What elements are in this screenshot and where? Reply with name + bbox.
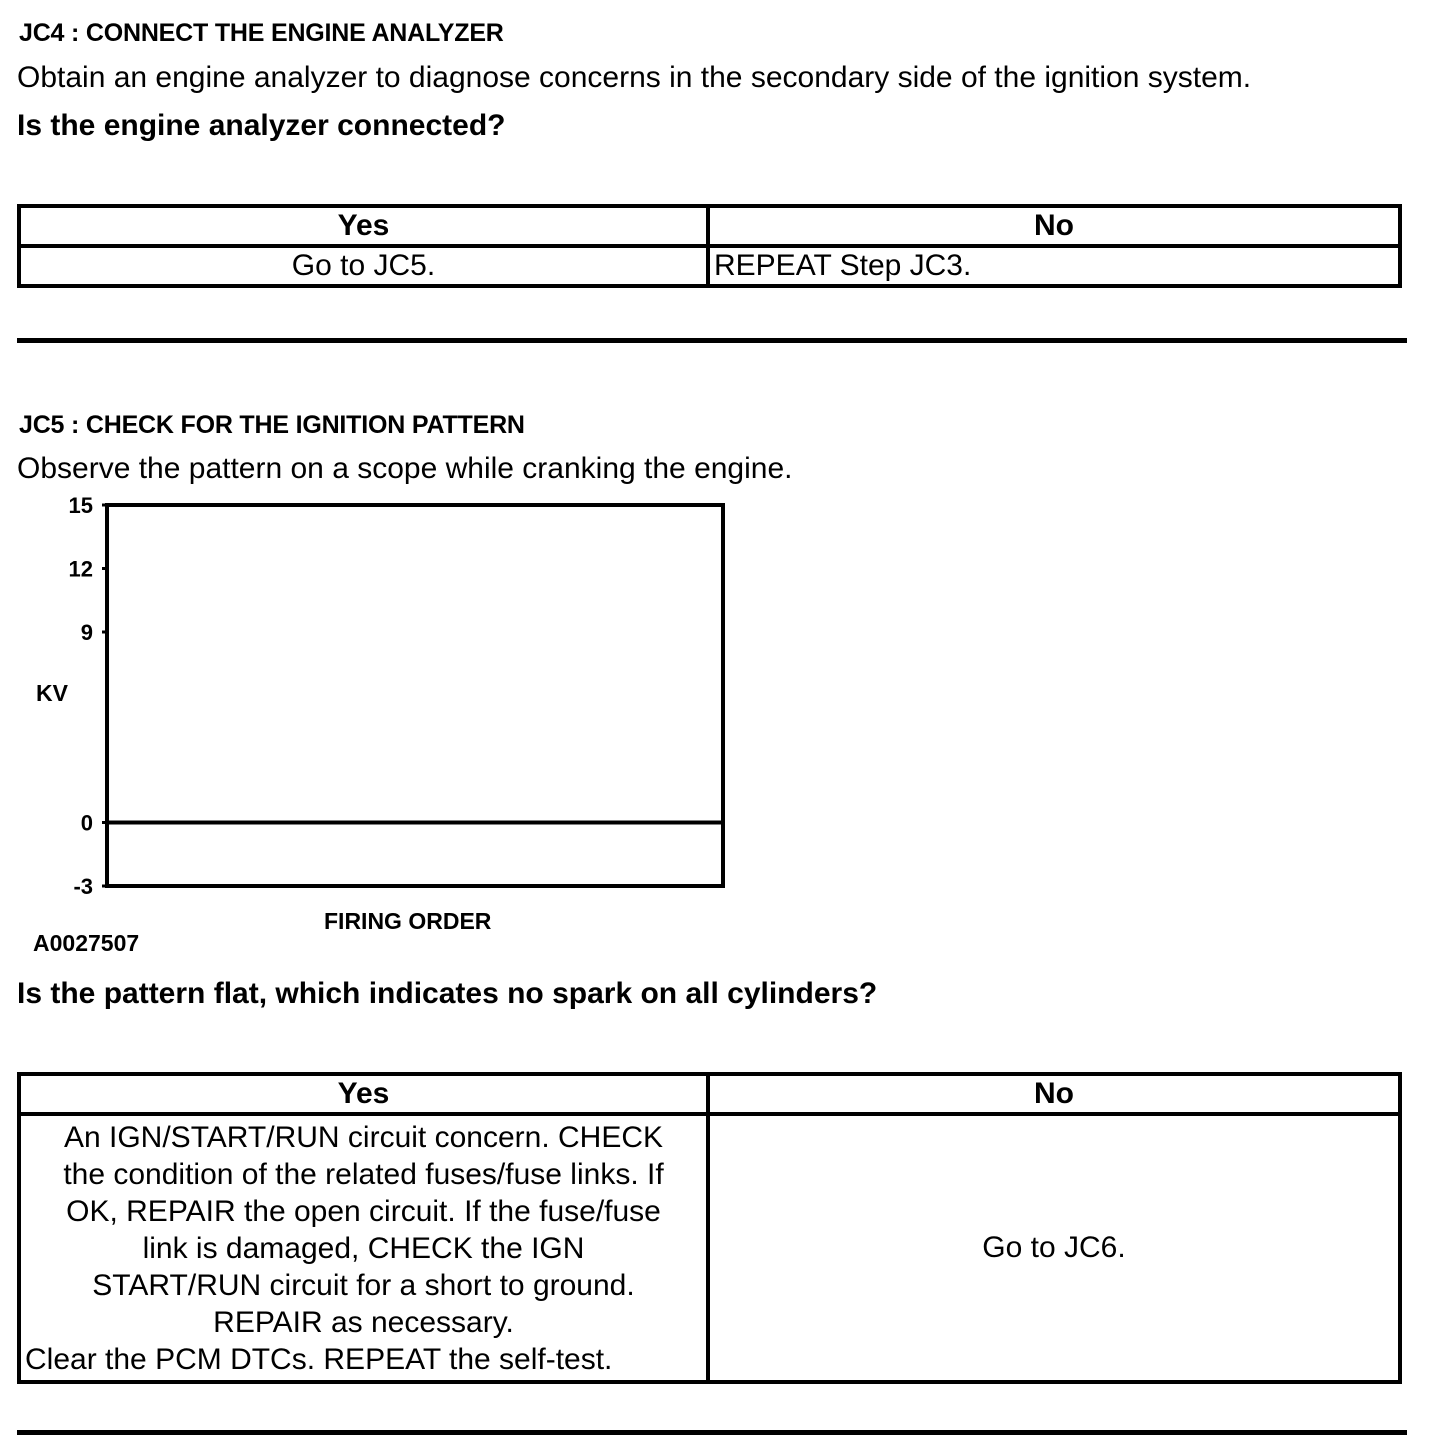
jc5-yes-line: Clear the PCM DTCs. REPEAT the self-test. <box>25 1342 613 1376</box>
jc4-question: Is the engine analyzer connected? <box>17 109 506 142</box>
table-header-row <box>19 206 1400 246</box>
jc5-yes-line: the condition of the related fuses/fuse links. If <box>63 1157 664 1191</box>
jc4-yes-action: Go to JC5. <box>19 246 708 286</box>
x-axis-label: FIRING ORDER <box>324 908 492 934</box>
jc4-no-action: REPEAT Step JC3. <box>708 246 1400 286</box>
jc4-no-header: No <box>708 206 1400 246</box>
jc4-step-title: JC4 : CONNECT THE ENGINE ANALYZER <box>19 19 504 47</box>
jc5-no-header: No <box>708 1074 1400 1114</box>
jc4-yes-no-table <box>17 204 1402 288</box>
jc5-yes-header: Yes <box>19 1074 708 1114</box>
y-tick-label: 12 <box>68 556 93 582</box>
y-tick-label: -3 <box>73 874 93 899</box>
y-tick-label: 15 <box>68 493 93 518</box>
figure-id: A0027507 <box>33 930 140 956</box>
jc5-no-action: Go to JC6. <box>708 1114 1400 1382</box>
jc5-yes-line: An IGN/START/RUN circuit concern. CHECK <box>63 1120 664 1154</box>
jc4-instruction: Obtain an engine analyzer to diagnose concerns in the secondary side of the ignition system. <box>17 61 1252 94</box>
ignition-pattern-plot <box>0 490 760 970</box>
plot-frame <box>107 505 723 886</box>
table-row <box>19 1114 1400 1382</box>
jc5-yes-line: REPAIR as necessary. <box>213 1305 514 1339</box>
jc5-yes-action <box>19 1114 708 1382</box>
jc5-yes-line: START/RUN circuit for a short to ground. <box>92 1268 635 1302</box>
jc5-question: Is the pattern flat, which indicates no spark on all cylinders? <box>17 977 878 1010</box>
jc5-yes-no-table <box>17 1072 1402 1384</box>
y-tick-label: 9 <box>80 620 93 645</box>
jc5-step-title: JC5 : CHECK FOR THE IGNITION PATTERN <box>19 411 525 439</box>
y-axis-label: KV <box>36 680 68 706</box>
table-row <box>19 246 1400 286</box>
ignition-pattern-chart <box>0 490 760 970</box>
section-divider <box>17 338 1407 343</box>
jc5-instruction: Observe the pattern on a scope while cranking the engine. <box>17 452 793 485</box>
table-header-row <box>19 1074 1400 1114</box>
jc5-yes-line: OK, REPAIR the open circuit. If the fuse/fuse <box>66 1194 661 1228</box>
y-tick-label: 0 <box>80 810 93 836</box>
jc5-yes-line: link is damaged, CHECK the IGN <box>142 1231 585 1265</box>
section-divider <box>17 1430 1407 1435</box>
jc4-yes-header: Yes <box>19 206 708 246</box>
